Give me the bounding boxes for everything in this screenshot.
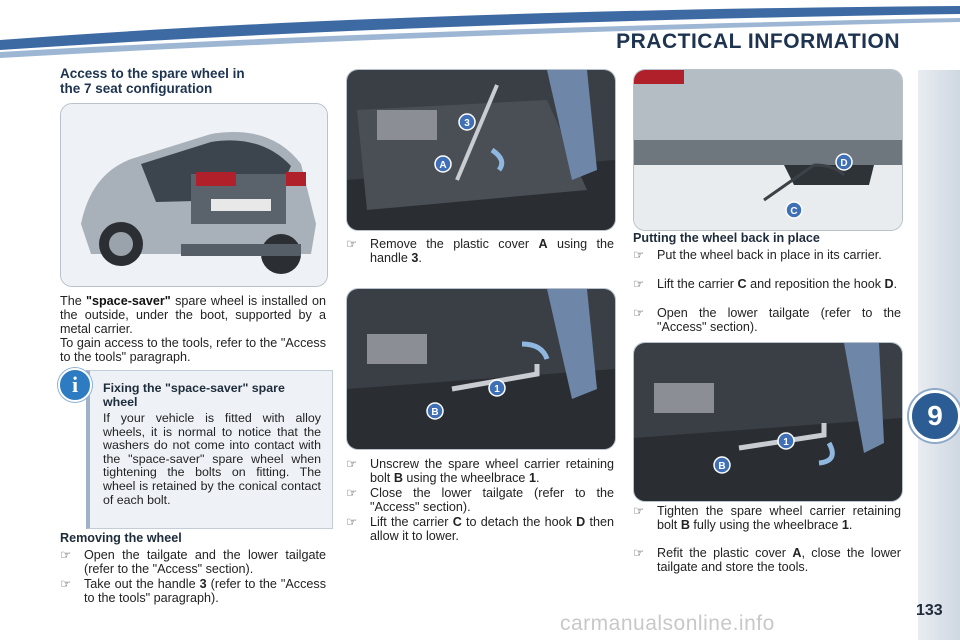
list-item [60,578,326,606]
tighten-bolt-photo [633,342,903,502]
pointing-hand-icon: ☞ [633,277,645,291]
putting-back-heading: Putting the wheel back in place [633,231,820,245]
step-lift-carrier: Lift the carrier C to detach the hook D then allow it to lower. [370,515,614,543]
callout-c: C [790,206,798,217]
pointing-hand-icon: ☞ [633,306,645,320]
heading-line-1: Access to the spare wheel in [60,66,245,81]
pointing-hand-icon: ☞ [60,577,72,591]
chapter-number-badge: 9 [909,390,960,442]
pointing-hand-icon: ☞ [633,248,645,262]
step-unscrew-bolt: Unscrew the spare wheel carrier retaining bolt B using the wheelbrace 1. [370,457,614,485]
pointing-hand-icon: ☞ [346,457,358,471]
list-item [633,547,901,575]
carrier-bolt-photo [346,288,616,450]
pointing-hand-icon: ☞ [346,515,358,529]
step-remove-cover: Remove the plastic cover A using the handle 3. [370,237,614,265]
chapter-side-strip [918,70,960,640]
intro-text-b: spare wheel is installed on the outside, under the boot, supported by a metal carrier. [60,294,327,336]
step-close-tailgate: Close the lower tailgate (refer to the "Access" section). [370,486,614,514]
put-step-2: Lift the carrier C and reposition the hook D. [657,277,898,291]
put-step-3: Open the lower tailgate (refer to the "Access" section). [657,306,901,334]
heading-line-2: the 7 seat configuration [60,81,213,96]
list-item [633,307,901,335]
list-item [633,249,901,263]
removing-step-1: Open the tailgate and the lower tailgate (refer to the "Access" section). [84,548,326,576]
callout-3: 3 [464,118,470,129]
pointing-hand-icon: ☞ [346,237,358,251]
intro-bold: "space-saver" [86,294,171,308]
removing-heading: Removing the wheel [60,531,182,545]
pointing-hand-icon: ☞ [60,548,72,562]
step-tighten-bolt: Tighten the spare wheel carrier retaining bolt B fully using the wheelbrace 1. [657,504,901,532]
info-box-title: Fixing the "space-saver" spare wheel [103,381,285,409]
callout-a: A [439,160,447,171]
callout-d: D [840,158,848,169]
tools-reference-paragraph: To gain access to the tools, refer to the "Access to the tools" paragraph. [60,336,326,364]
info-icon: i [58,368,92,402]
removing-step-2: Take out the handle 3 (refer to the "Access to the tools" paragraph). [84,577,326,605]
watermark: carmanualsonline.info [560,612,775,635]
list-item [60,549,326,577]
underbody-carrier-photo [633,69,903,231]
list-item [346,516,614,544]
page-number: 133 [916,602,943,619]
pointing-hand-icon: ☞ [633,546,645,560]
put-step-1: Put the wheel back in place in its carrier. [657,248,882,262]
boot-cover-photo [346,69,616,231]
section-heading [60,66,320,96]
callout-b: B [431,407,439,418]
intro-text-a: The [60,294,87,308]
step-refit-cover: Refit the plastic cover A, close the lower tailgate and store the tools. [657,546,902,574]
intro-paragraph [60,295,326,336]
section-title: PRACTICAL INFORMATION [616,30,900,53]
list-item [633,278,901,292]
info-box-text: If your vehicle is fitted with alloy wheels, it is normal to notice that the washers do not come into contact with the "space-saver" spare wheel when tightening the bolts on fitting. The wheel is retained by the conical contact of each bolt. [103,411,321,507]
list-item [346,458,614,486]
list-item [633,505,901,533]
pointing-hand-icon: ☞ [633,504,645,518]
callout-1: 1 [783,437,789,448]
list-item [346,487,614,515]
pointing-hand-icon: ☞ [346,486,358,500]
car-rear-photo [60,103,328,287]
callout-b: B [718,461,726,472]
callout-1: 1 [494,384,500,395]
list-item [346,238,614,266]
